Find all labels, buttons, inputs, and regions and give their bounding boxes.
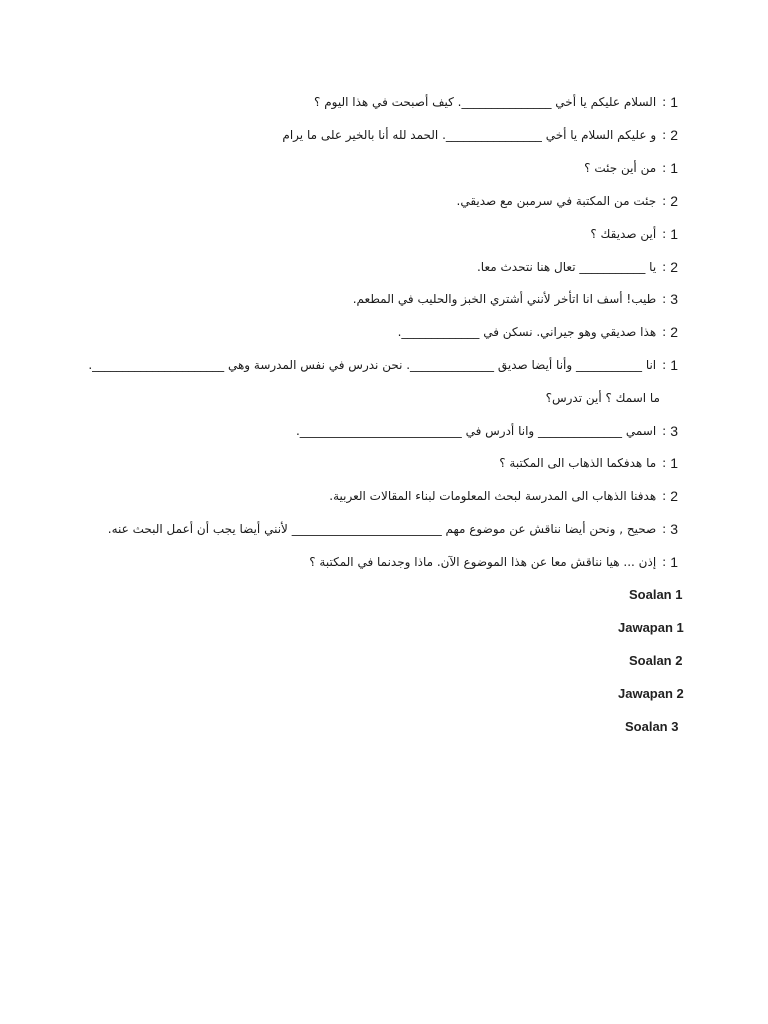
line-separator: : xyxy=(662,95,667,109)
line-text: هدفنا الذهاب الى المدرسة لبحث المعلومات لبناء المقالات العربية. xyxy=(329,489,657,503)
line-separator: : xyxy=(662,227,667,241)
line-text: و عليكم السلام يا أخي ________________. الحمد لله أنا بالخير على ما يرام xyxy=(282,128,657,142)
dialogue-line xyxy=(546,388,660,408)
line-separator: : xyxy=(662,161,667,175)
line-text: هذا صديقي وهو جيراني. نسكن في _____________. xyxy=(397,325,657,339)
line-number: 2 xyxy=(670,259,678,275)
line-separator: : xyxy=(662,194,667,208)
dialogue-line xyxy=(88,355,678,375)
line-number: 1 xyxy=(670,94,678,110)
line-text: انا ___________ وأنا أيضا صديق ______________. نحن ندرس في نفس المدرسة وهي ______________________. xyxy=(88,358,657,372)
label-jawapan-1: Jawapan 1 xyxy=(618,619,684,635)
line-separator: : xyxy=(662,325,667,339)
line-text: من أين جئت ؟ xyxy=(584,161,657,175)
dialogue-line xyxy=(477,257,678,277)
line-number: 2 xyxy=(670,488,678,504)
line-number: 2 xyxy=(670,324,678,340)
dialogue-line xyxy=(314,92,678,112)
dialogue-line xyxy=(590,224,678,244)
line-number: 1 xyxy=(670,160,678,176)
line-separator: : xyxy=(662,292,667,306)
dialogue-line xyxy=(584,158,678,178)
dialogue-line xyxy=(353,289,678,309)
line-text: يا ___________ تعال هنا نتحدث معا. xyxy=(476,260,657,274)
line-text: طيب! أسف انا اتأخر لأنني أشتري الخبز والحليب في المطعم. xyxy=(352,292,657,306)
line-number: 1 xyxy=(670,554,678,570)
line-text: صحيح , ونحن أيضا نناقش عن موضوع مهم _________________________ لأنني أيضا يجب أن أعمل البحث عنه. xyxy=(107,522,657,536)
line-text: جئت من المكتبة في سرمبن مع صديقي. xyxy=(456,194,657,208)
line-text: إذن ... هيا نناقش معا عن هذا الموضوع الآن. ماذا وجدنما في المكتبة ؟ xyxy=(309,555,657,569)
label-soalan-2: Soalan 2 xyxy=(629,652,683,668)
line-number: 1 xyxy=(670,357,678,373)
line-separator: : xyxy=(662,128,667,142)
line-number: 3 xyxy=(670,423,678,439)
line-separator: : xyxy=(662,260,667,274)
label-soalan-3: Soalan 3 xyxy=(625,718,679,734)
line-text: اسمي ______________ وانا أدرس في ___________________________. xyxy=(295,424,657,438)
line-separator: : xyxy=(662,489,667,503)
line-number: 1 xyxy=(670,226,678,242)
dialogue-line xyxy=(499,453,678,473)
line-number: 3 xyxy=(670,521,678,537)
dialogue-line xyxy=(398,322,678,342)
line-separator: : xyxy=(662,424,667,438)
line-text: ما هدفكما الذهاب الى المكتبة ؟ xyxy=(499,456,657,470)
line-text: ما اسمك ؟ أين تدرس؟ xyxy=(545,391,660,405)
dialogue-line xyxy=(108,519,678,539)
line-text: أين صديقك ؟ xyxy=(590,227,657,241)
line-separator: : xyxy=(662,456,667,470)
line-separator: : xyxy=(662,358,667,372)
line-text: السلام عليكم يا أخي _______________. كيف أصبحت في هذا اليوم ؟ xyxy=(314,95,657,109)
line-number: 2 xyxy=(670,193,678,209)
line-number: 1 xyxy=(670,455,678,471)
dialogue-line xyxy=(329,486,678,506)
label-jawapan-2: Jawapan 2 xyxy=(618,685,684,701)
line-number: 2 xyxy=(670,127,678,143)
dialogue-line xyxy=(282,125,678,145)
label-soalan-1: Soalan 1 xyxy=(629,586,683,602)
line-number: 3 xyxy=(670,291,678,307)
dialogue-line xyxy=(309,552,678,572)
dialogue-line xyxy=(457,191,678,211)
dialogue-line xyxy=(296,421,678,441)
line-separator: : xyxy=(662,555,667,569)
line-separator: : xyxy=(662,522,667,536)
